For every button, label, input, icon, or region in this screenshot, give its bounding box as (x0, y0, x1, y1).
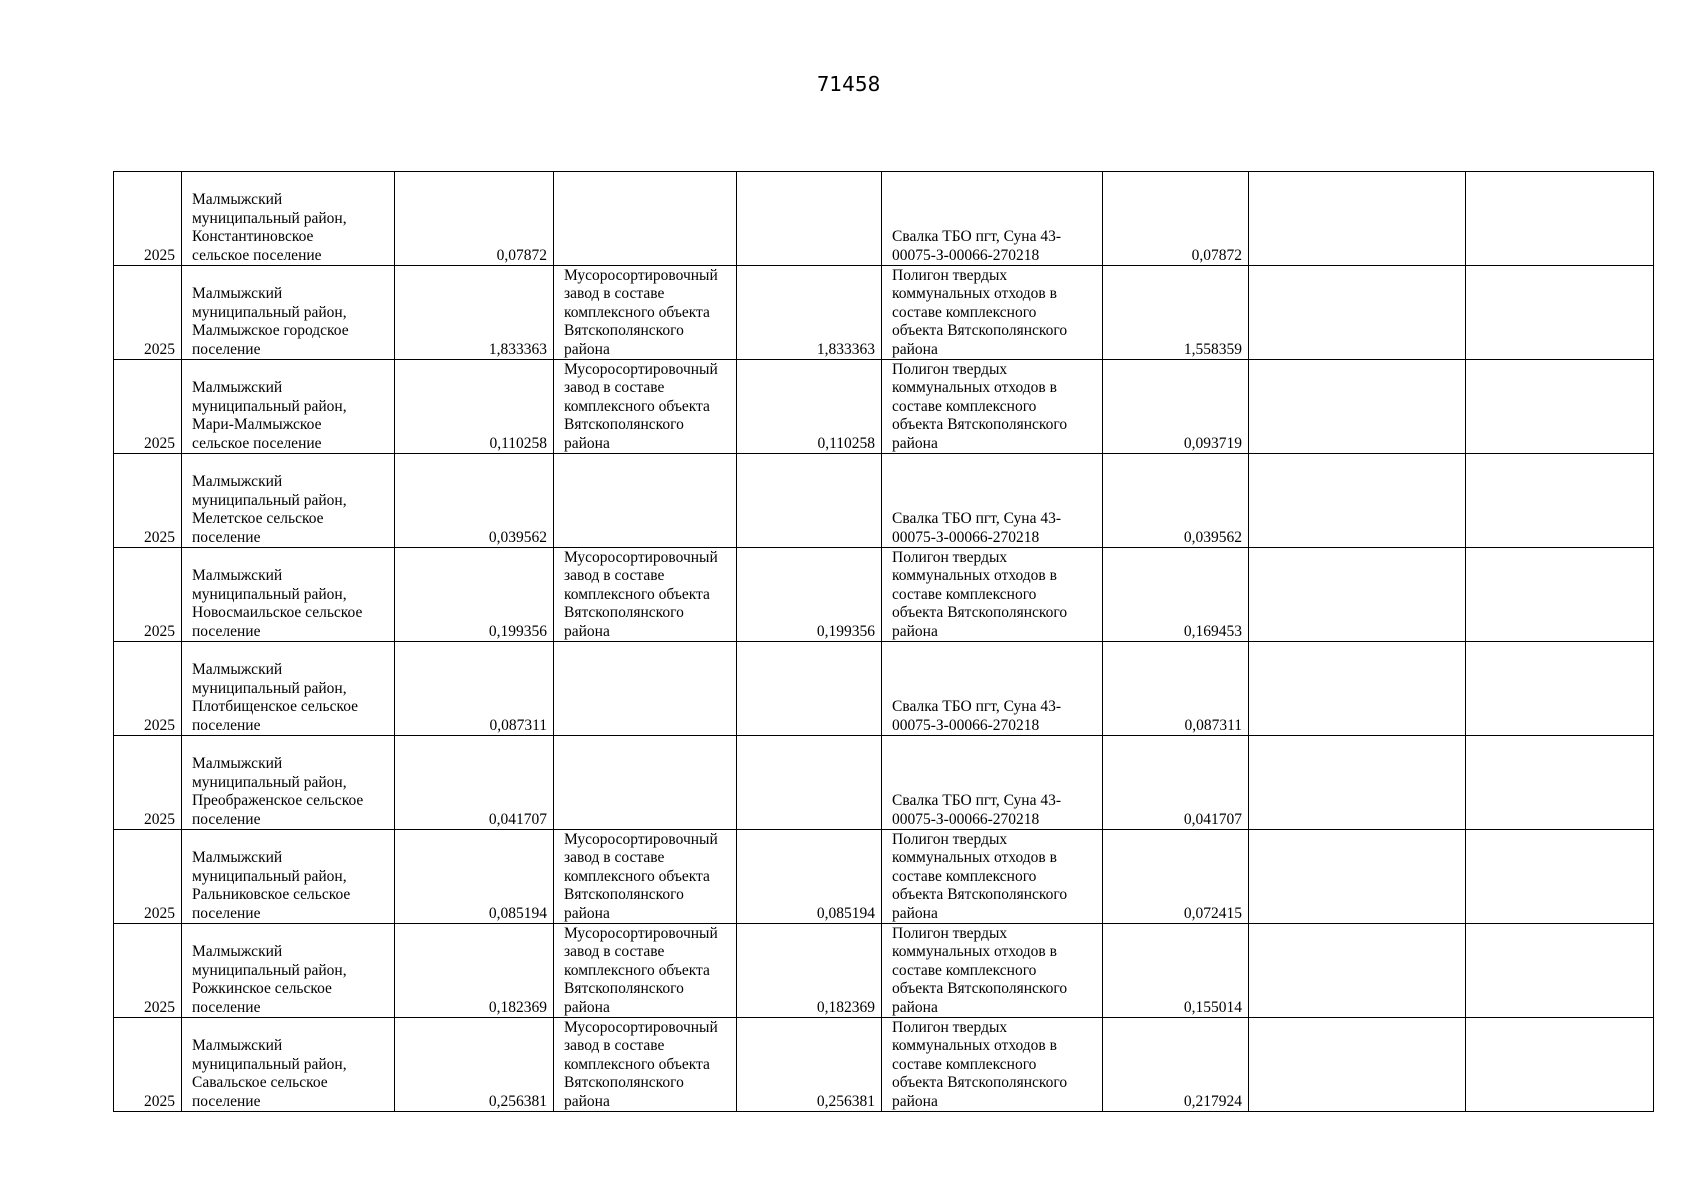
disposal-mass-cell: 1,558359 (1103, 266, 1249, 360)
table-row (114, 266, 1654, 360)
disposal-object-cell: Полигон твердых коммунальных отходов в составе комплексного объекта Вятскополянского района (882, 924, 1103, 1018)
mass-cell: 0,182369 (395, 924, 554, 1018)
mass-cell: 0,041707 (395, 736, 554, 830)
disposal-mass-cell: 0,039562 (1103, 454, 1249, 548)
processing-mass-cell: 0,085194 (737, 830, 882, 924)
disposal-object-cell: Полигон твердых коммунальных отходов в составе комплексного объекта Вятскополянского района (882, 1018, 1103, 1112)
table-row (114, 172, 1654, 266)
mass-cell: 0,110258 (395, 360, 554, 454)
territory-cell: Малмыжский муниципальный район, Плотбищенское сельское поселение (182, 642, 395, 736)
processing-object-cell: Мусоросортировочный завод в составе комплексного объекта Вятскополянского района (554, 266, 737, 360)
territory-cell: Малмыжский муниципальный район, Новосмаильское сельское поселение (182, 548, 395, 642)
table-row (114, 360, 1654, 454)
processing-mass-cell (737, 642, 882, 736)
empty-cell (1249, 172, 1466, 266)
processing-object-cell (554, 736, 737, 830)
processing-object-cell: Мусоросортировочный завод в составе комплексного объекта Вятскополянского района (554, 360, 737, 454)
empty-cell (1249, 454, 1466, 548)
empty-cell (1466, 830, 1654, 924)
mass-cell: 0,087311 (395, 642, 554, 736)
empty-cell (1466, 360, 1654, 454)
processing-mass-cell: 1,833363 (737, 266, 882, 360)
processing-mass-cell (737, 454, 882, 548)
year-cell: 2025 (114, 266, 182, 360)
disposal-mass-cell: 0,07872 (1103, 172, 1249, 266)
table-row (114, 548, 1654, 642)
processing-object-cell: Мусоросортировочный завод в составе комплексного объекта Вятскополянского района (554, 924, 737, 1018)
waste-flow-table (113, 171, 1654, 1112)
empty-cell (1249, 360, 1466, 454)
processing-mass-cell: 0,182369 (737, 924, 882, 1018)
processing-object-cell (554, 642, 737, 736)
territory-cell: Малмыжский муниципальный район, Мелетское сельское поселение (182, 454, 395, 548)
empty-cell (1466, 454, 1654, 548)
disposal-mass-cell: 0,072415 (1103, 830, 1249, 924)
empty-cell (1249, 924, 1466, 1018)
table-body (114, 172, 1654, 1112)
territory-cell: Малмыжский муниципальный район, Преображенское сельское поселение (182, 736, 395, 830)
table-row (114, 1018, 1654, 1112)
mass-cell: 0,256381 (395, 1018, 554, 1112)
empty-cell (1466, 172, 1654, 266)
processing-mass-cell (737, 736, 882, 830)
empty-cell (1466, 266, 1654, 360)
empty-cell (1466, 642, 1654, 736)
year-cell: 2025 (114, 830, 182, 924)
disposal-object-cell: Свалка ТБО пгт, Суна 43- 00075-З-00066-270218 (882, 172, 1103, 266)
mass-cell: 0,199356 (395, 548, 554, 642)
disposal-object-cell: Свалка ТБО пгт, Суна 43- 00075-З-00066-270218 (882, 454, 1103, 548)
processing-mass-cell (737, 172, 882, 266)
processing-mass-cell: 0,256381 (737, 1018, 882, 1112)
territory-cell: Малмыжский муниципальный район, Савальское сельское поселение (182, 1018, 395, 1112)
empty-cell (1466, 924, 1654, 1018)
disposal-mass-cell: 0,169453 (1103, 548, 1249, 642)
empty-cell (1466, 548, 1654, 642)
disposal-object-cell: Полигон твердых коммунальных отходов в составе комплексного объекта Вятскополянского района (882, 830, 1103, 924)
processing-object-cell: Мусоросортировочный завод в составе комплексного объекта Вятскополянского района (554, 1018, 737, 1112)
territory-cell: Малмыжский муниципальный район, Малмыжское городское поселение (182, 266, 395, 360)
empty-cell (1249, 1018, 1466, 1112)
disposal-object-cell: Свалка ТБО пгт, Суна 43- 00075-З-00066-270218 (882, 736, 1103, 830)
disposal-mass-cell: 0,087311 (1103, 642, 1249, 736)
empty-cell (1466, 736, 1654, 830)
disposal-mass-cell: 0,155014 (1103, 924, 1249, 1018)
territory-cell: Малмыжский муниципальный район, Константиновское сельское поселение (182, 172, 395, 266)
processing-object-cell: Мусоросортировочный завод в составе комплексного объекта Вятскополянского района (554, 830, 737, 924)
mass-cell: 0,039562 (395, 454, 554, 548)
disposal-object-cell: Свалка ТБО пгт, Суна 43- 00075-З-00066-270218 (882, 642, 1103, 736)
year-cell: 2025 (114, 642, 182, 736)
table-row (114, 642, 1654, 736)
empty-cell (1466, 1018, 1654, 1112)
empty-cell (1249, 830, 1466, 924)
processing-object-cell (554, 172, 737, 266)
disposal-object-cell: Полигон твердых коммунальных отходов в составе комплексного объекта Вятскополянского района (882, 548, 1103, 642)
empty-cell (1249, 736, 1466, 830)
territory-cell: Малмыжский муниципальный район, Рожкинское сельское поселение (182, 924, 395, 1018)
territory-cell: Малмыжский муниципальный район, Ральниковское сельское поселение (182, 830, 395, 924)
processing-mass-cell: 0,110258 (737, 360, 882, 454)
disposal-object-cell: Полигон твердых коммунальных отходов в составе комплексного объекта Вятскополянского района (882, 360, 1103, 454)
processing-object-cell: Мусоросортировочный завод в составе комплексного объекта Вятскополянского района (554, 548, 737, 642)
processing-mass-cell: 0,199356 (737, 548, 882, 642)
disposal-mass-cell: 0,217924 (1103, 1018, 1249, 1112)
year-cell: 2025 (114, 172, 182, 266)
table-row (114, 924, 1654, 1018)
year-cell: 2025 (114, 736, 182, 830)
year-cell: 2025 (114, 454, 182, 548)
disposal-mass-cell: 0,093719 (1103, 360, 1249, 454)
processing-object-cell (554, 454, 737, 548)
page-number: 71458 (816, 72, 881, 96)
mass-cell: 1,833363 (395, 266, 554, 360)
disposal-mass-cell: 0,041707 (1103, 736, 1249, 830)
empty-cell (1249, 642, 1466, 736)
table-row (114, 736, 1654, 830)
mass-cell: 0,085194 (395, 830, 554, 924)
year-cell: 2025 (114, 924, 182, 1018)
disposal-object-cell: Полигон твердых коммунальных отходов в составе комплексного объекта Вятскополянского района (882, 266, 1103, 360)
table-row (114, 830, 1654, 924)
table-row (114, 454, 1654, 548)
year-cell: 2025 (114, 548, 182, 642)
year-cell: 2025 (114, 1018, 182, 1112)
empty-cell (1249, 548, 1466, 642)
mass-cell: 0,07872 (395, 172, 554, 266)
year-cell: 2025 (114, 360, 182, 454)
territory-cell: Малмыжский муниципальный район, Мари-Малмыжское сельское поселение (182, 360, 395, 454)
empty-cell (1249, 266, 1466, 360)
